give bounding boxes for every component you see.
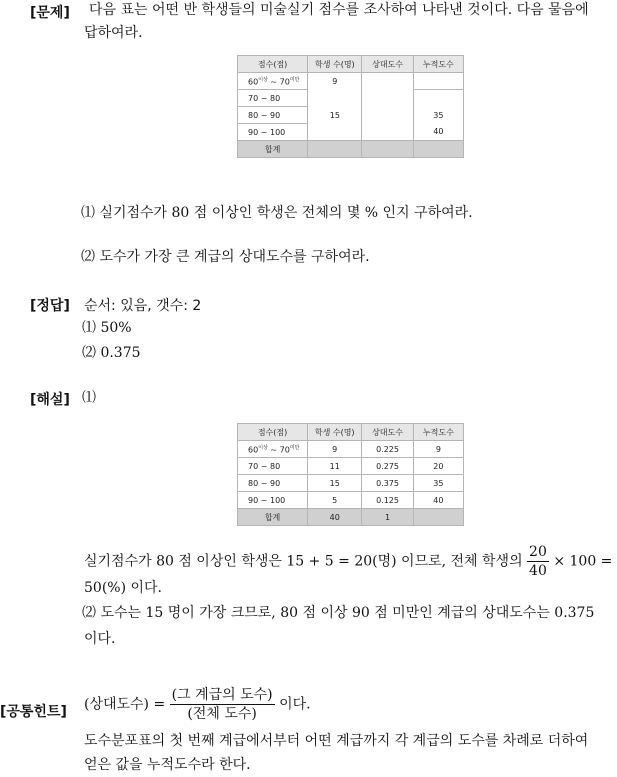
header-count: 학생 수(명)	[308, 56, 362, 73]
table-row	[238, 475, 464, 492]
table-row	[238, 458, 464, 475]
class-interval: 80 ~ 90	[238, 475, 308, 492]
solution-part2-line2: 이다.	[84, 631, 116, 647]
answer-meta: 순서: 있음, 갯수: 2	[84, 298, 202, 314]
hint-fraction-numerator: (그 계급의 도수)	[171, 687, 273, 703]
hint-formula-lhs: (상대도수) =	[84, 696, 166, 713]
solution-part1-line2: 50(%) 이다.	[84, 580, 162, 596]
answer-label: [정답]	[30, 298, 70, 314]
header-relative-frequency: 상대도수	[362, 56, 413, 73]
problem-frequency-table	[237, 55, 464, 158]
hint-label: [공통힌트]	[0, 704, 67, 720]
total-count: 40	[308, 509, 362, 526]
question-1: ⑴ 실기점수가 80 점 이상인 학생은 전체의 몇 % 인지 구하여라.	[81, 205, 473, 221]
fraction-numerator: 20	[529, 544, 547, 560]
count-cell: 15	[308, 475, 362, 492]
class-interval: 90 ~ 100	[238, 124, 308, 141]
table-row	[238, 90, 464, 107]
total-cum	[413, 141, 463, 158]
total-label: 합계	[238, 509, 308, 526]
solution-part1-pre: 실기점수가 80 점 이상인 학생은 15 + 5 = 20(명) 이므로, 전체 학생의	[84, 553, 523, 570]
cum-cell	[413, 90, 463, 107]
rel-cell: 0.275	[362, 458, 413, 475]
class-interval: 70 ~ 80	[238, 90, 308, 107]
table-total-row	[238, 509, 464, 526]
solution-frequency-table	[237, 423, 464, 526]
count-cell: 11	[308, 458, 362, 475]
header-score: 점수(점)	[238, 424, 308, 441]
problem-label: [문제]	[30, 5, 70, 21]
cum-cell: 9	[413, 441, 463, 458]
answer-1: ⑴ 50%	[82, 320, 132, 336]
hint-formula	[84, 686, 311, 723]
problem-text-line1: 다음 표는 어떤 반 학생들의 미술실기 점수를 조사하여 나타낸 것이다. 다음 물음에	[89, 2, 589, 18]
rel-cell: 0.125	[362, 492, 413, 509]
cum-cell: 35	[413, 107, 463, 124]
count-cell: 15	[308, 107, 362, 124]
class-interval: 80 ~ 90	[238, 107, 308, 124]
table-row	[238, 107, 464, 124]
header-cumulative-frequency: 누적도수	[413, 424, 463, 441]
fraction	[527, 543, 549, 580]
cum-cell: 40	[413, 124, 463, 141]
class-interval: 90 ~ 100	[238, 492, 308, 509]
table-row	[238, 441, 464, 458]
answer-2: ⑵ 0.375	[82, 345, 141, 361]
hint-fraction	[170, 686, 275, 723]
cum-cell: 35	[413, 475, 463, 492]
question-2: ⑵ 도수가 가장 큰 계급의 상대도수를 구하여라.	[81, 249, 370, 265]
cum-cell	[413, 73, 463, 90]
count-cell: 9	[308, 441, 362, 458]
class-interval: $60^{이상}$ ~ $70^{미만}$	[238, 73, 308, 90]
class-interval: $60^{이상}$ ~ $70^{미만}$	[238, 441, 308, 458]
table-total-row	[238, 141, 464, 158]
hint-formula-tail: 이다.	[279, 696, 311, 713]
class-interval: 70 ~ 80	[238, 458, 308, 475]
hint-line2: 도수분포표의 첫 번째 계급에서부터 어떤 계급까지 각 계급의 도수를 차례로 더하여	[84, 733, 589, 749]
table-row	[238, 73, 464, 90]
count-cell	[308, 90, 362, 107]
count-cell: 5	[308, 492, 362, 509]
fraction-denominator: 40	[529, 563, 547, 579]
header-relative-frequency: 상대도수	[362, 424, 413, 441]
solution-part1-label: ⑴	[82, 390, 96, 406]
total-rel	[362, 141, 413, 158]
total-rel: 1	[362, 509, 413, 526]
table-row	[238, 492, 464, 509]
rel-cell: 0.375	[362, 475, 413, 492]
hint-line3: 얻은 값을 누적도수라 한다.	[84, 757, 251, 773]
table-row	[238, 124, 464, 141]
rel-cell	[362, 73, 413, 90]
count-cell	[308, 124, 362, 141]
header-count: 학생 수(명)	[308, 424, 362, 441]
count-cell: 9	[308, 73, 362, 90]
solution-part1-line1	[84, 543, 612, 580]
header-score: 점수(점)	[238, 56, 308, 73]
cum-cell: 40	[413, 492, 463, 509]
rel-cell	[362, 124, 413, 141]
total-cum	[413, 509, 463, 526]
solution-label: [해설]	[30, 392, 70, 408]
rel-cell	[362, 90, 413, 107]
solution-part2-line1: ⑵ 도수는 15 명이 가장 크므로, 80 점 이상 90 점 미만인 계급의 상대도수는 0.375	[82, 605, 595, 621]
hint-fraction-denominator: (전체 도수)	[187, 706, 257, 722]
total-count	[308, 141, 362, 158]
cum-cell: 20	[413, 458, 463, 475]
solution-part1-post: × 100 =	[553, 553, 613, 570]
rel-cell: 0.225	[362, 441, 413, 458]
header-cumulative-frequency: 누적도수	[413, 56, 463, 73]
problem-text-line2: 답하여라.	[84, 25, 143, 41]
rel-cell	[362, 107, 413, 124]
total-label: 합계	[238, 141, 308, 158]
